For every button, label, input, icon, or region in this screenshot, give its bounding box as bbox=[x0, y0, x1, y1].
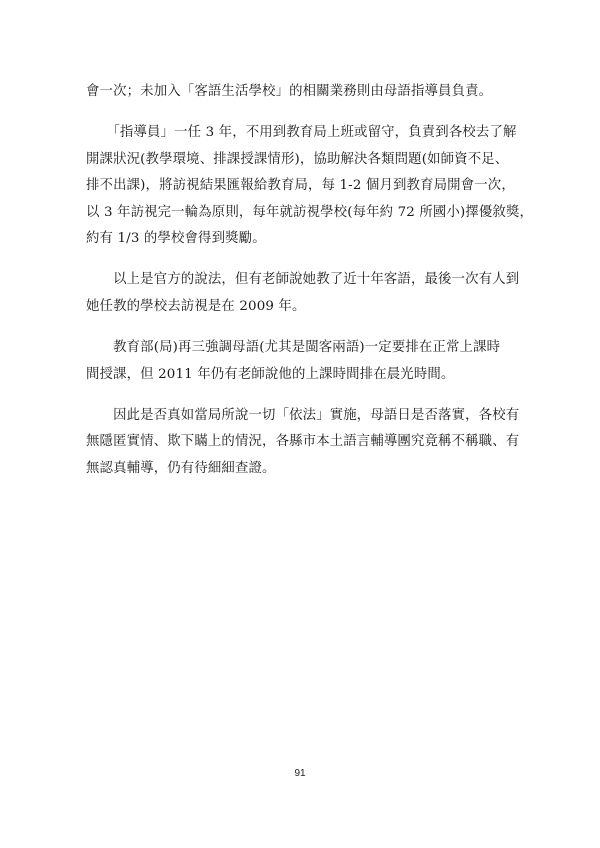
paragraph-4 bbox=[86, 335, 526, 388]
paragraph-3 bbox=[86, 267, 526, 320]
text-line: 無隱匿實情、欺下瞞上的情況，各縣市本土語言輔導團究竟稱不稱職、有 bbox=[86, 434, 520, 450]
text-line: 以上是官方的說法，但有老師說她教了近十年客語，最後一次有人到 bbox=[86, 272, 520, 288]
text-line: 以 3 年訪視完一輪為原則，每年就訪視學校(每年約 72 所國小)擇優敘獎， bbox=[86, 204, 534, 220]
text-line: 排不出課)，將訪視結果匯報給教育局，每 1-2 個月到教育局開會一次， bbox=[86, 178, 515, 194]
paragraph-2 bbox=[86, 120, 534, 252]
text-line: 因此是否真如當局所說一切「依法」實施，母語日是否落實，各校有 bbox=[86, 407, 520, 423]
text-line: 間授課，但 2011 年仍有老師說他的上課時間排在晨光時間。 bbox=[86, 366, 455, 382]
text-line: 開課狀況(教學環境、排課授課情形)，協助解決各類問題(如師資不足、 bbox=[86, 151, 509, 167]
text-line: 她任教的學校去訪視是在 2009 年。 bbox=[86, 298, 306, 314]
text-line: 會一次；未加入「客語生活學校」的相關業務則由母語指導員負責。 bbox=[86, 84, 493, 99]
paragraph-1 bbox=[86, 79, 526, 105]
text-line: 約有 1/3 的學校會得到獎勵。 bbox=[86, 230, 266, 246]
text-line: 無認真輔導，仍有待細細查證。 bbox=[86, 460, 276, 476]
paragraph-5 bbox=[86, 403, 526, 482]
page-number: 91 bbox=[294, 768, 306, 779]
text-line: 教育部(局)再三強調母語(尤其是閩客兩語)一定要排在正常上課時 bbox=[86, 340, 501, 356]
body-text bbox=[86, 79, 534, 497]
text-line: 「指導員」一任 3 年，不用到教育局上班或留守，負責到各校去了解 bbox=[86, 125, 517, 141]
